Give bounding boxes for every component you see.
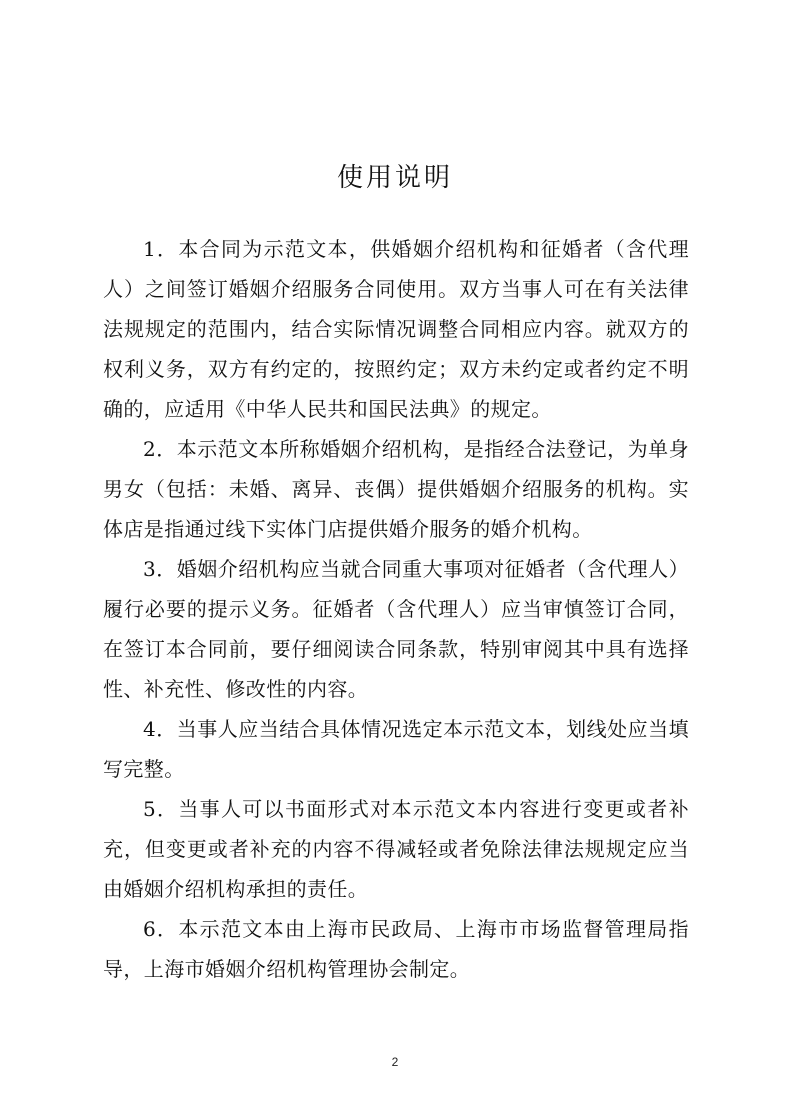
instructions-body: [103, 229, 689, 989]
paragraph-2: 2．本示范文本所称婚姻介绍机构，是指经合法登记，为单身男女（包括：未婚、离异、丧偶）提供婚姻介绍服务的机构。实体店是指通过线下实体门店提供婚介服务的婚介机构。: [103, 437, 689, 541]
paragraph-4: 4．当事人应当结合具体情况选定本示范文本，划线处应当填写完整。: [103, 717, 689, 781]
paragraph-3: 3．婚姻介绍机构应当就合同重大事项对征婚者（含代理人）履行必要的提示义务。征婚者（含代理人）应当审慎签订合同，在签订本合同前，要仔细阅读合同条款，特别审阅其中具有选择性、补充性、修改性的内容。: [103, 557, 689, 701]
paragraph-6: 6．本示范文本由上海市民政局、上海市市场监督管理局指导，上海市婚姻介绍机构管理协会制定。: [103, 917, 689, 981]
page-title: 使用说明: [336, 163, 453, 194]
page-number: 2: [391, 1055, 399, 1069]
paragraph-5: 5．当事人可以书面形式对本示范文本内容进行变更或者补充，但变更或者补充的内容不得减轻或者免除法律法规规定应当由婚姻介绍机构承担的责任。: [103, 797, 689, 901]
paragraph-1: 1．本合同为示范文本，供婚姻介绍机构和征婚者（含代理人）之间签订婚姻介绍服务合同使用。双方当事人可在有关法律法规规定的范围内，结合实际情况调整合同相应内容。就双方的权利义务，双方有约定的，按照约定；双方未约定或者约定不明确的，应适用《中华人民共和国民法典》的规定。: [103, 237, 689, 421]
